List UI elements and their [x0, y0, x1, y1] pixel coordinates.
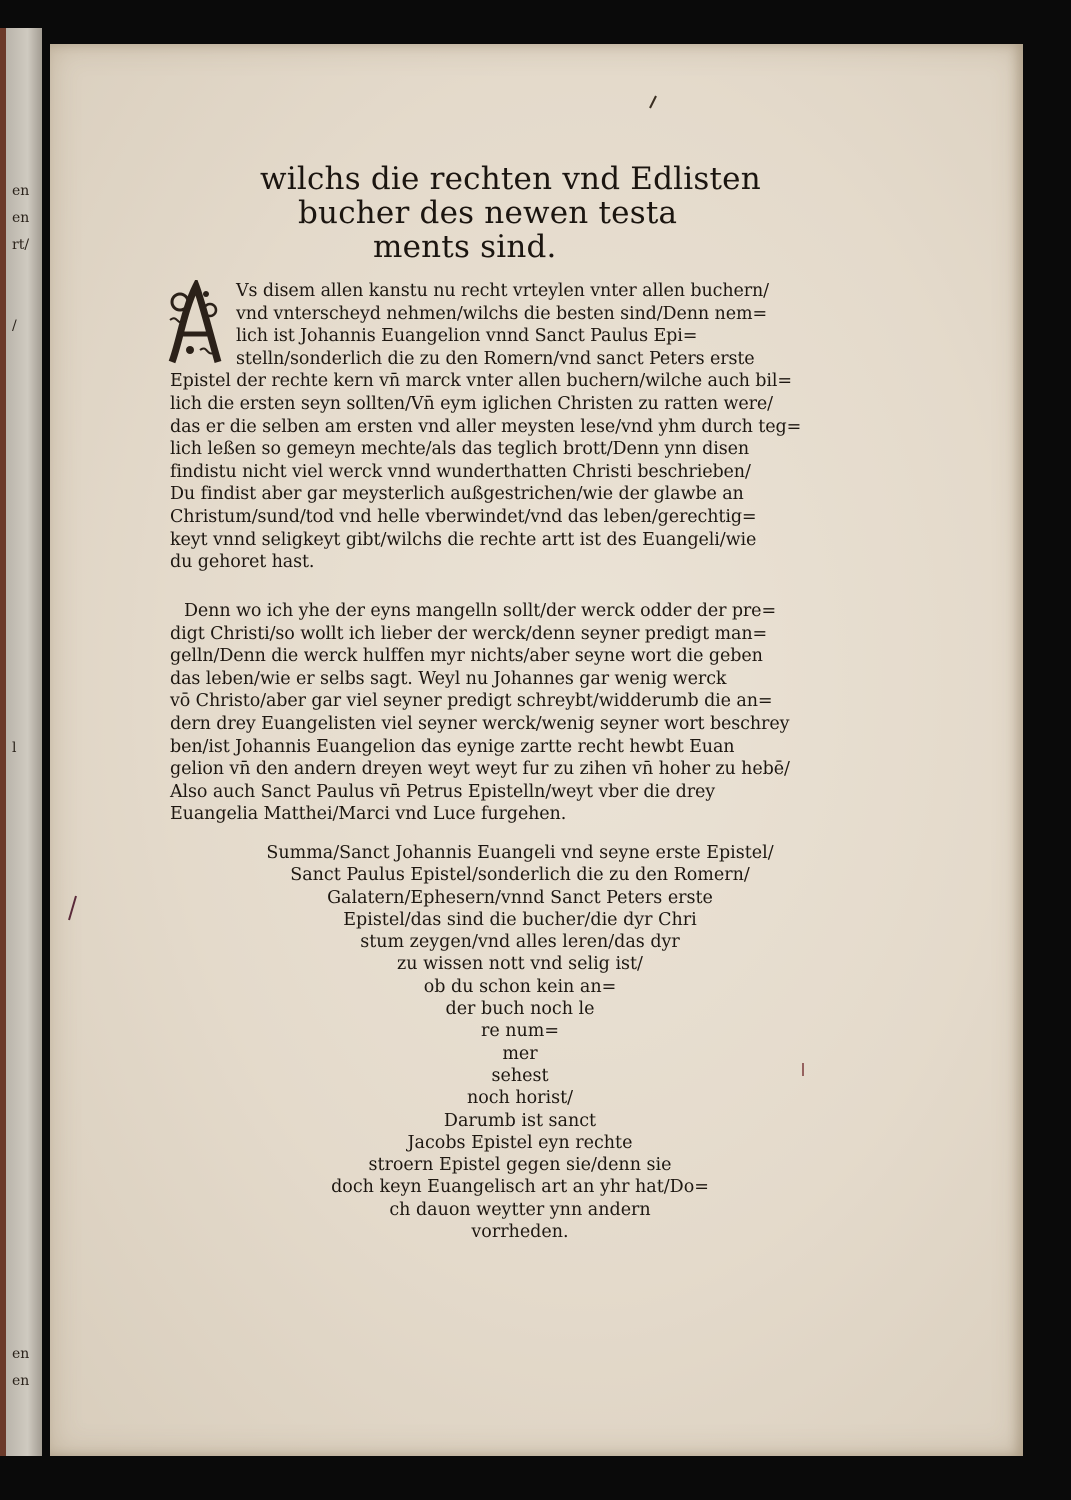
- facing-page-fragment: rt/: [12, 237, 30, 253]
- text-line: lich leßen so gemeyn mechte/als das teglich brott/Denn ynn disen: [170, 439, 750, 460]
- text-line: vō Christo/aber gar viel seyner predigt schreybt/widderumb die an=: [170, 691, 773, 712]
- text-line: stroern Epistel gegen sie/denn sie: [368, 1155, 672, 1176]
- text-line: gelion vn̄ den andern dreyen weyt weyt fur zu zihen vn̄ hoher zu hebē/: [170, 759, 790, 780]
- printed-page: [50, 44, 1023, 1456]
- text-line: ben/ist Johannis Euangelion das eynige zartte recht hewbt Euan: [170, 736, 735, 757]
- summa-tapered-block: [170, 842, 870, 1243]
- facing-page-fragment: en: [12, 1373, 30, 1389]
- facing-page-fragment: en: [12, 183, 30, 199]
- text-line: Darumb ist sanct: [443, 1110, 597, 1131]
- text-line: dern drey Euangelisten viel seyner werck/wenig seyner wort beschrey: [170, 713, 790, 734]
- text-line: Christum/sund/tod vnd helle vberwindet/vnd das leben/gerechtig=: [170, 506, 757, 527]
- text-line: Epistel der rechte kern vn̄ marck vnter allen buchern/wilche auch bil=: [170, 371, 792, 392]
- text-line: vorrheden.: [471, 1222, 569, 1243]
- ink-mark: [648, 94, 660, 110]
- text-line: zu wissen nott vnd selig ist/: [397, 954, 643, 975]
- text-line: Jacobs Epistel eyn rechte: [407, 1132, 633, 1153]
- text-line: das er die selben am ersten vnd aller meysten lese/vnd yhm durch teg=: [170, 416, 802, 437]
- text-line: stum zeygen/vnd alles leren/das dyr: [360, 932, 680, 953]
- section-heading: [250, 162, 810, 264]
- text-line: stelln/sonderlich die zu den Romern/vnd sanct Peters erste: [236, 348, 755, 369]
- text-line: Du findist aber gar meysterlich außgestrichen/wie der glawbe an: [170, 484, 744, 505]
- text-line: Galatern/Ephesern/vnnd Sanct Peters erste: [327, 887, 713, 908]
- heading-line: wilchs die rechten vnd Edlisten: [260, 161, 761, 197]
- text-line: Euangelia Matthei/Marci vnd Luce furgehen.: [170, 804, 567, 825]
- text-line: Also auch Sanct Paulus vn̄ Petrus Epistelln/weyt vber die drey: [170, 781, 716, 802]
- margin-ink-mark: [66, 892, 80, 922]
- facing-page-fragment: en: [12, 1346, 30, 1362]
- text-line: Denn wo ich yhe der eyns mangelln sollt/der werck odder der pre=: [184, 601, 777, 621]
- text-line: ch dauon weytter ynn andern: [389, 1199, 651, 1220]
- heading-line: ments sind.: [373, 229, 557, 265]
- text-line: digt Christi/so wollt ich lieber der werck/denn seyner predigt man=: [170, 623, 768, 644]
- facing-page-fragment: en: [12, 210, 30, 226]
- text-line: vnd vnterscheyd nehmen/wilchs die besten sind/Denn nem=: [236, 303, 768, 324]
- facing-page-fragment: l: [12, 740, 17, 756]
- paragraph-1: [170, 280, 870, 574]
- facing-page-fragment: /: [12, 318, 17, 334]
- paragraph-2: [170, 600, 870, 826]
- text-line: der buch noch le: [445, 999, 595, 1020]
- text-line: noch horist/: [466, 1088, 574, 1109]
- text-line: findistu nicht viel werck vnnd wunderthatten Christi beschrieben/: [170, 461, 751, 482]
- text-line: Epistel/das sind die bucher/die dyr Chri: [343, 909, 697, 930]
- text-line: mer: [502, 1043, 538, 1064]
- text-line: doch keyn Euangelisch art an yhr hat/Do=: [331, 1177, 709, 1198]
- text-line: Vs disem allen kanstu nu recht vrteylen vnter allen buchern/: [236, 281, 769, 301]
- text-line: Summa/Sanct Johannis Euangeli vnd seyne erste Epistel/: [266, 843, 774, 863]
- text-line: sehest: [491, 1065, 549, 1086]
- text-line: Sanct Paulus Epistel/sonderlich die zu den Romern/: [290, 865, 750, 886]
- text-line: gelln/Denn die werck hulffen myr nichts/aber seyne wort die geben: [170, 646, 763, 667]
- text-line: re num=: [480, 1021, 560, 1042]
- text-line: du gehoret hast.: [170, 552, 315, 573]
- heading-line: bucher des newen testa: [298, 195, 678, 231]
- text-line: lich die ersten seyn sollten/Vn̄ eym iglichen Christen zu ratten were/: [170, 393, 773, 414]
- text-line: das leben/wie er selbs sagt. Weyl nu Johannes gar wenig werck: [170, 668, 727, 689]
- facing-page-edge: [6, 28, 42, 1456]
- text-line: keyt vnnd seligkeyt gibt/wilchs die rechte artt ist des Euangeli/wie: [170, 529, 757, 550]
- text-line: lich ist Johannis Euangelion vnnd Sanct Paulus Epi=: [236, 326, 698, 347]
- text-line: ob du schon kein an=: [423, 976, 617, 997]
